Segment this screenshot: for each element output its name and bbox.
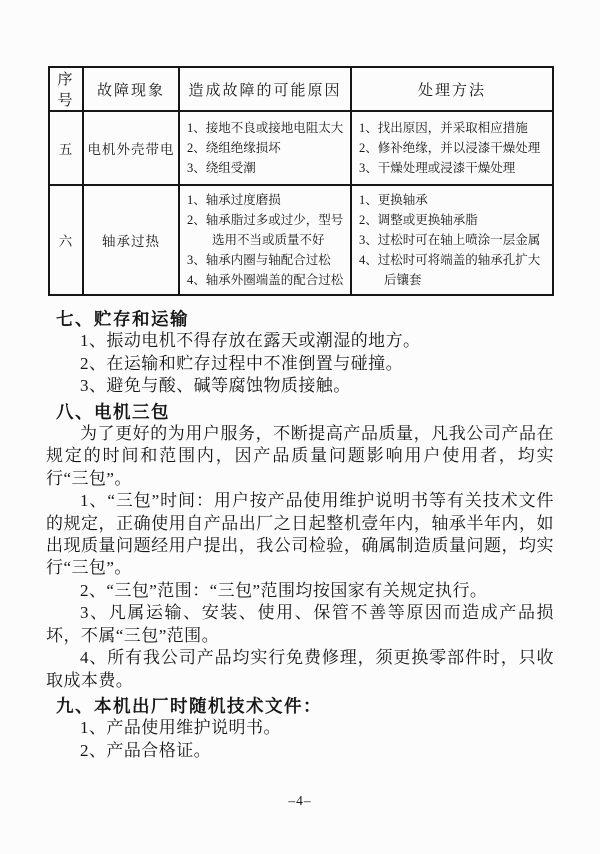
table-row <box>49 185 553 295</box>
paragraph: 2、“三包”范围：“三包”范围均按国家有关规定执行。 <box>80 580 488 600</box>
cause-item: 3、绕组受潮 <box>187 161 256 175</box>
paragraph: 2、在运输和贮存过程中不准倒置与碰撞。 <box>80 353 404 373</box>
paragraph: 3、避免与酸、碱等腐蚀物质接触。 <box>80 376 351 396</box>
page-number: –4– <box>288 793 312 808</box>
section-7-heading: 七、贮存和运输 <box>56 309 189 329</box>
solution-item: 3、干燥处理或浸漆干燥处理 <box>359 161 516 175</box>
column-header-phenomenon: 故障现象 <box>83 67 179 111</box>
fault-diagnosis-table <box>48 66 554 296</box>
paragraph: 4、所有我公司产品均实行免费修理，须更换零部件时，只收取成本费。 <box>46 648 554 690</box>
fault-solutions <box>351 111 553 185</box>
solution-item: 2、修补绝缘，并以浸漆干燥处理 <box>359 141 541 155</box>
cause-item: 3、轴承内圈与轴配合过松 <box>187 253 331 267</box>
paragraph: 为了更好的为用户服务，不断提高产品质量，凡我公司产品在规定的时间和范围内，因产品质量问题影响用户使用者，均实行“三包”。 <box>46 424 554 488</box>
solution-item: 3、过松时可在轴上喷涂一层金属 <box>359 233 541 247</box>
paragraph: 2、产品合格证。 <box>80 740 212 760</box>
cause-item: 1、轴承过度磨损 <box>187 193 281 207</box>
table-row <box>49 111 553 185</box>
section-9-heading: 九、本机出厂时随机技术文件： <box>56 695 322 716</box>
row-index: 五 <box>49 111 83 185</box>
solution-item: 4、过松时可将端盖的轴承孔扩大后镶套 <box>359 253 541 287</box>
cause-item: 2、轴承脂过多或过少，型号选用不当或质量不好 <box>187 213 344 247</box>
column-header-index: 序号 <box>49 67 83 111</box>
fault-causes <box>179 185 351 295</box>
table-header-row <box>49 67 553 111</box>
row-index: 六 <box>49 185 83 295</box>
paragraph: 1、“三包”时间：用户按产品使用维护说明书等有关技术文件的规定，正确使用自产品出厂之日起整机壹年内，轴承半年内，如出现质量问题经用户提出，我公司检验，确属制造质量问题，均实行“三包”。 <box>46 491 554 578</box>
cause-item: 1、接地不良或接地电阻太大 <box>187 121 344 135</box>
cause-item: 2、绕组绝缘损坏 <box>187 141 281 155</box>
fault-solutions <box>351 185 553 295</box>
fault-causes <box>179 111 351 185</box>
fault-phenomenon: 轴承过热 <box>83 185 179 295</box>
paragraph: 3、凡属运输、安装、使用、保管不善等原因而造成产品损坏，不属“三包”范围。 <box>46 603 554 645</box>
solution-item: 1、找出原因，并采取相应措施 <box>359 121 528 135</box>
column-header-solution: 处理方法 <box>351 67 553 111</box>
paragraph: 1、产品使用维护说明书。 <box>80 718 281 738</box>
cause-item: 4、轴承外圈端盖的配合过松 <box>187 273 344 287</box>
document-body <box>46 308 554 762</box>
section-8-heading: 八、电机三包 <box>56 401 170 422</box>
solution-item: 2、调整或更换轴承脂 <box>359 213 478 227</box>
fault-phenomenon: 电机外壳带电 <box>83 111 179 185</box>
paragraph: 1、振动电机不得存放在露天或潮湿的地方。 <box>80 331 421 351</box>
column-header-cause: 造成故障的可能原因 <box>179 67 351 111</box>
solution-item: 1、更换轴承 <box>359 193 428 207</box>
